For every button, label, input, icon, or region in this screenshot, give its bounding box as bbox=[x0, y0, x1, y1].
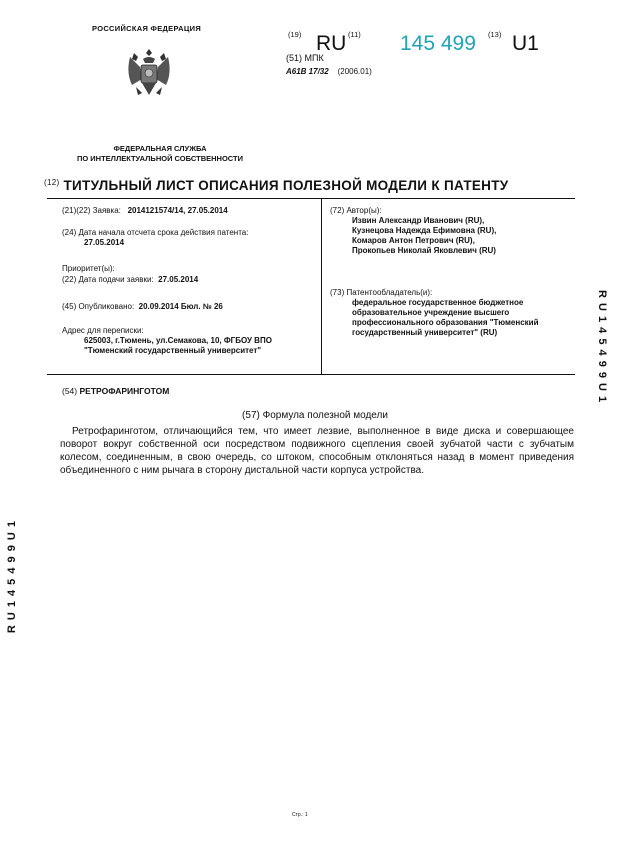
holder-line-4: государственный университет" (RU) bbox=[352, 328, 498, 337]
ipc-date: (2006.01) bbox=[337, 67, 372, 76]
published-value: 20.09.2014 Бюл. № 26 bbox=[138, 302, 223, 311]
country-name: РОССИЙСКАЯ ФЕДЕРАЦИЯ bbox=[92, 24, 202, 33]
divider-middle bbox=[47, 374, 575, 375]
application-label: (21)(22) Заявка: bbox=[62, 206, 121, 215]
code-19: (19) bbox=[288, 30, 302, 39]
address-line-1: 625003, г.Тюмень, ул.Семакова, 10, ФГБОУ ВПО bbox=[84, 336, 272, 345]
term-start-label: (24) Дата начала отсчета срока действия патента: bbox=[62, 228, 249, 237]
holder-line-3: профессионального образования "Тюменский bbox=[352, 318, 539, 327]
agency-line-1: ФЕДЕРАЛЬНАЯ СЛУЖБА bbox=[113, 144, 207, 153]
side-patent-number-left: R U 1 4 5 4 9 9 U 1 bbox=[6, 520, 18, 634]
claim-text: Ретрофаринготом, отличающийся тем, что имеет лезвие, выполненное в виде диска и совершающее поворот вокруг собственной оси посредством подвижного сцепления своей зубчатой части с зубчатым колесом, соединенным, в свою очередь, со штоком, способным отклоняться назад в момент приведения объединенного с ним рычага в сторону дистальной части корпуса устройства. bbox=[60, 426, 574, 476]
address-line-2: "Тюменский государственный университет" bbox=[84, 346, 262, 355]
holder-line-2: образовательное учреждение высшего bbox=[352, 308, 510, 317]
claim-title: (57) Формула полезной модели bbox=[242, 410, 388, 421]
divider-top bbox=[47, 198, 575, 199]
page-title bbox=[44, 178, 584, 193]
title-code: (12) bbox=[44, 178, 60, 187]
address-field bbox=[62, 326, 272, 356]
holder-field bbox=[330, 288, 539, 338]
ipc-class: A61B 17/32 bbox=[286, 67, 329, 76]
russian-coat-of-arms-icon bbox=[122, 43, 176, 101]
mpk-text: МПК bbox=[304, 53, 324, 63]
mpk-label bbox=[286, 53, 324, 63]
author-1: Извин Александр Иванович (RU), bbox=[352, 216, 485, 225]
agency-line-2: ПО ИНТЕЛЛЕКТУАЛЬНОЙ СОБСТВЕННОСТИ bbox=[76, 154, 243, 163]
side-patent-number-right: R U 1 4 5 4 9 9 U 1 bbox=[596, 290, 608, 404]
author-3: Комаров Антон Петрович (RU), bbox=[352, 236, 475, 245]
authors-field bbox=[330, 206, 496, 256]
invention-name: РЕТРОФАРИНГОТОМ bbox=[79, 386, 170, 396]
term-start-field bbox=[62, 228, 248, 248]
holder-line-1: федеральное государственное бюджетное bbox=[352, 298, 524, 307]
author-2: Кузнецова Надежда Ефимовна (RU), bbox=[352, 226, 497, 235]
mpk-code: (51) bbox=[286, 53, 303, 63]
country-code: RU bbox=[316, 32, 347, 55]
author-4: Прокопьев Николай Яковлевич (RU) bbox=[352, 246, 496, 255]
published-field bbox=[62, 302, 223, 312]
priority-label: Приоритет(ы): bbox=[62, 264, 115, 273]
invention-code: (54) bbox=[62, 386, 78, 396]
page-number: Стр.: 1 bbox=[292, 812, 308, 818]
title-text: ТИТУЛЬНЫЙ ЛИСТ ОПИСАНИЯ ПОЛЕЗНОЙ МОДЕЛИ К ПАТЕНТУ bbox=[63, 178, 509, 193]
patent-number: 145 499 bbox=[400, 32, 476, 55]
application-value: 2014121574/14, 27.05.2014 bbox=[127, 206, 228, 215]
application-field bbox=[62, 206, 228, 216]
code-13: (13) bbox=[488, 30, 502, 39]
term-start-value: 27.05.2014 bbox=[84, 238, 125, 247]
holder-label: (73) Патентообладатель(и): bbox=[330, 288, 433, 297]
address-label: Адрес для переписки: bbox=[62, 326, 144, 335]
agency-name bbox=[40, 144, 280, 164]
filing-value: 27.05.2014 bbox=[158, 275, 199, 284]
code-11: (11) bbox=[348, 30, 361, 39]
invention-title bbox=[62, 386, 169, 396]
filing-field bbox=[62, 275, 198, 285]
authors-label: (72) Автор(ы): bbox=[330, 206, 382, 215]
ipc-classification bbox=[286, 67, 372, 76]
patent-kind: U1 bbox=[512, 32, 539, 55]
published-label: (45) Опубликовано: bbox=[62, 302, 135, 311]
filing-label: (22) Дата подачи заявки: bbox=[62, 275, 154, 284]
divider-vertical bbox=[321, 199, 322, 374]
